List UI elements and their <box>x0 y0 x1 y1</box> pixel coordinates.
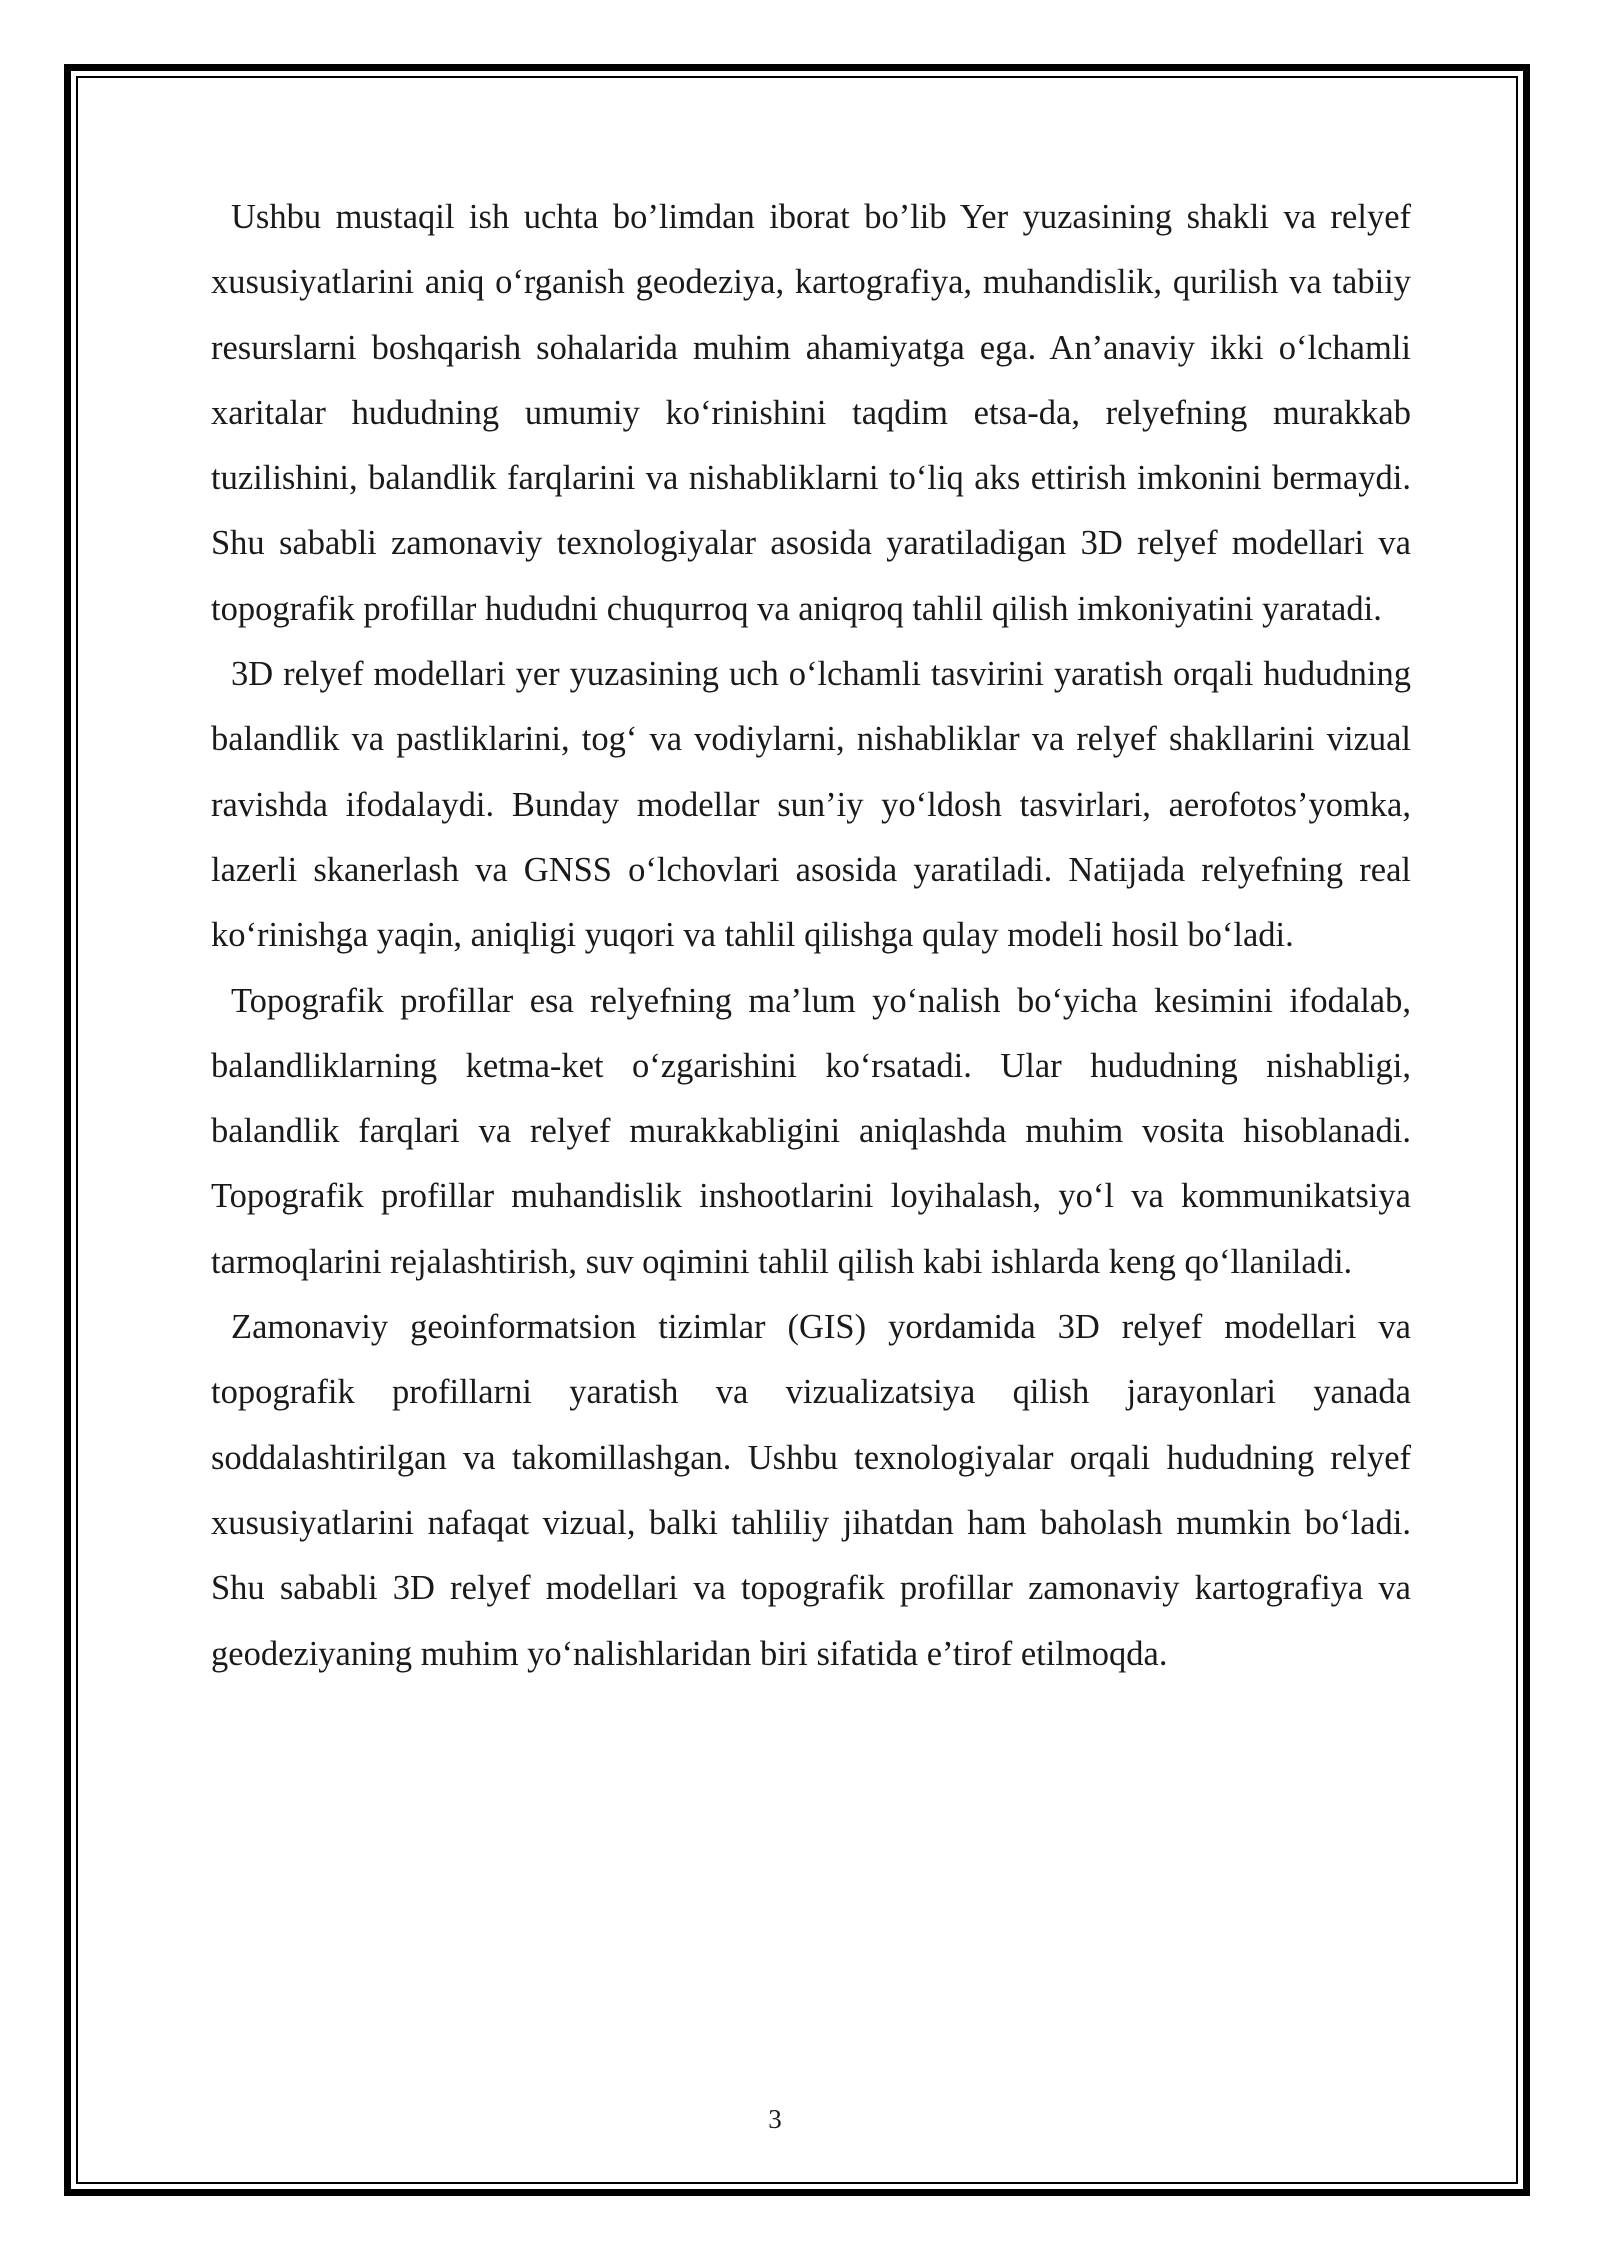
paragraph-4: Zamonaviy geoinformatsion tizimlar (GIS) yordamida 3D relyef modellari va topografik profillarni yaratish va vizualizatsiya qilish jarayonlari yanada soddalashtirilgan va takomillashgan. Ushbu texnologiyalar orqali hududning relyef xususiyatlarini nafaqat vizual, balki tahliliy jihatdan ham baholash mumkin bo‘ladi. Shu sababli 3D relyef modellari va topografik profillar zamonaviy kartografiya va geodeziyaning muhim yo‘nalishlaridan biri sifatida e’tirof etilmoqda. <box>211 1308 1411 1673</box>
document-body <box>211 185 1411 1687</box>
paragraph-3: Topografik profillar esa relyefning ma’lum yo‘nalish bo‘yicha kesimini ifodalab, balandliklarning ketma-ket o‘zgarishini ko‘rsatadi. Ular hududning nishabligi, balandlik farqlari va relyef murakkabligini aniqlashda muhim vosita hisoblanadi. Topografik profillar muhandislik inshootlarini loyihalash, yo‘l va kommunikatsiya tarmoqlarini rejalashtirish, suv oqimini tahlil qilish kabi ishlarda keng qo‘llaniladi. <box>211 981 1411 1281</box>
page-number: 3 <box>768 2104 782 2134</box>
paragraph-1: Ushbu mustaqil ish uchta bo’limdan iborat bo’lib Yer yuzasining shakli va relyef xususiyatlarini aniq o‘rganish geodeziya, kartografiya, muhandislik, qurilish va tabiiy resurslarni boshqarish sohalarida muhim ahamiyatga ega. An’anaviy ikki o‘lchamli xaritalar hududning umumiy ko‘rinishini taqdim etsa-da, relyefning murakkab tuzilishini, balandlik farqlarini va nishabliklarni to‘liq aks ettirish imkonini bermaydi. Shu sababli zamonaviy texnologiyalar asosida yaratiladigan 3D relyef modellari va topografik profillar hududni chuqurroq va aniqroq tahlil qilish imkoniyatini yaratadi. <box>211 198 1411 628</box>
paragraph-2: 3D relyef modellari yer yuzasining uch o‘lchamli tasvirini yaratish orqali hududning balandlik va pastliklarini, tog‘ va vodiylarni, nishabliklar va relyef shakllarini vizual ravishda ifodalaydi. Bunday modellar sun’iy yo‘ldosh tasvirlari, aerofotos’yomka, lazerli skanerlash va GNSS o‘lchovlari asosida yaratiladi. Natijada relyefning real ko‘rinishga yaqin, aniqligi yuqori va tahlil qilishga qulay modeli hosil bo‘ladi. <box>211 655 1411 955</box>
